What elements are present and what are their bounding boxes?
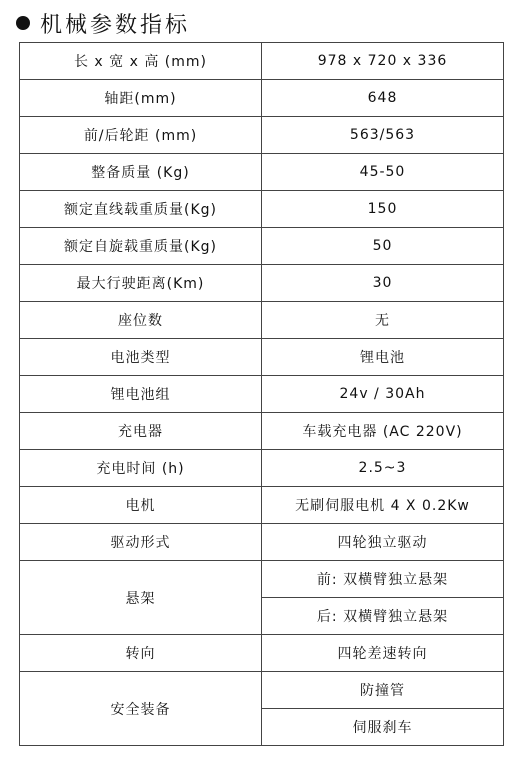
table-row <box>20 376 504 413</box>
table-row <box>20 450 504 487</box>
table-row <box>20 339 504 376</box>
spec-value: 24v / 30Ah <box>262 376 504 413</box>
spec-label: 最大行驶距离(Km) <box>20 265 262 302</box>
spec-value: 563/563 <box>262 117 504 154</box>
spec-value: 后: 双横臂独立悬架 <box>262 598 504 635</box>
table-row <box>20 635 504 672</box>
spec-value: 四轮差速转向 <box>262 635 504 672</box>
spec-label: 额定自旋载重质量(Kg) <box>20 228 262 265</box>
spec-label: 锂电池组 <box>20 376 262 413</box>
spec-label: 轴距(mm) <box>20 80 262 117</box>
table-row <box>20 117 504 154</box>
spec-value: 150 <box>262 191 504 228</box>
spec-label: 长 x 宽 x 高 (mm) <box>20 43 262 80</box>
spec-value: 2.5~3 <box>262 450 504 487</box>
spec-value: 锂电池 <box>262 339 504 376</box>
table-row <box>20 265 504 302</box>
table-row <box>20 487 504 524</box>
spec-value: 前: 双横臂独立悬架 <box>262 561 504 598</box>
spec-value: 车载充电器 (AC 220V) <box>262 413 504 450</box>
spec-value: 无刷伺服电机 4 X 0.2Kw <box>262 487 504 524</box>
spec-value: 45-50 <box>262 154 504 191</box>
spec-label: 充电器 <box>20 413 262 450</box>
spec-label: 安全装备 <box>20 672 262 746</box>
spec-label: 前/后轮距 (mm) <box>20 117 262 154</box>
spec-label: 额定直线载重质量(Kg) <box>20 191 262 228</box>
table-row <box>20 561 504 598</box>
spec-label: 悬架 <box>20 561 262 635</box>
spec-label: 充电时间 (h) <box>20 450 262 487</box>
table-row <box>20 524 504 561</box>
table-row <box>20 80 504 117</box>
table-row <box>20 228 504 265</box>
bullet-icon <box>16 16 30 30</box>
spec-label: 整备质量 (Kg) <box>20 154 262 191</box>
spec-value: 四轮独立驱动 <box>262 524 504 561</box>
section-title: 机械参数指标 <box>40 12 191 38</box>
spec-label: 电池类型 <box>20 339 262 376</box>
spec-value: 伺服刹车 <box>262 709 504 746</box>
table-row <box>20 191 504 228</box>
spec-value: 50 <box>262 228 504 265</box>
spec-label: 电机 <box>20 487 262 524</box>
section-header <box>16 6 190 40</box>
spec-value: 648 <box>262 80 504 117</box>
spec-value: 978 x 720 x 336 <box>262 43 504 80</box>
spec-value: 防撞管 <box>262 672 504 709</box>
spec-label: 座位数 <box>20 302 262 339</box>
spec-value: 30 <box>262 265 504 302</box>
table-row <box>20 302 504 339</box>
spec-label: 驱动形式 <box>20 524 262 561</box>
table-row <box>20 43 504 80</box>
spec-table <box>19 42 504 746</box>
spec-value: 无 <box>262 302 504 339</box>
table-row <box>20 672 504 709</box>
table-row <box>20 413 504 450</box>
spec-label: 转向 <box>20 635 262 672</box>
table-row <box>20 154 504 191</box>
